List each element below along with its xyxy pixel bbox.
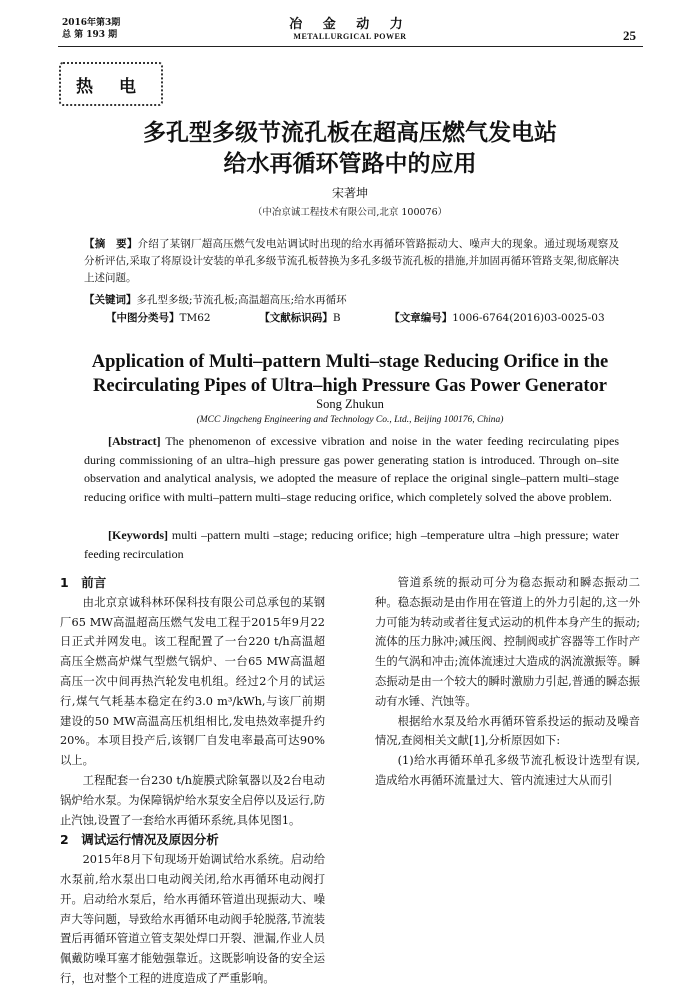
clc-value: TM62 xyxy=(179,312,211,324)
abstract-cn-text: 介绍了某钢厂超高压燃气发电站调试时出现的给水再循环管路振动大、噪声大的现象。通过现场观察及分析评估,采取了将原设计安装的单孔多级节流孔板替换为多孔多级节流孔板的措施,并加固再循环管路支架,彻底解决上述问题。 xyxy=(84,238,620,284)
affiliation-cn: （中冶京诚工程技术有限公司,北京 100076） xyxy=(252,207,448,218)
section-1-heading: 1 前言 xyxy=(60,575,107,590)
section-2-heading: 2 调试运行情况及原因分析 xyxy=(60,832,219,848)
column-badge-label: 热 电 xyxy=(76,76,146,97)
title-en-line-2: Recirculating Pipes of Ultra–high Pressure Gas Power Generator xyxy=(93,376,607,396)
article-number-label: 【文章编号】 xyxy=(389,312,453,324)
title-en-line-1: Application of Multi–pattern Multi–stage Reducing Orifice in the xyxy=(91,352,609,372)
abstract-cn-label: 【摘 要】 xyxy=(84,238,138,250)
keywords-en-text: multi –pattern multi –stage; reducing orifice; high –temperature ultra –high pressure; water feeding recirculation xyxy=(84,528,619,561)
keywords-cn-text: 多孔型多级;节流孔板;高温超高压;给水再循环 xyxy=(136,294,347,306)
author-cn: 宋著坤 xyxy=(331,186,368,200)
page-number: 25 xyxy=(623,28,636,43)
abstract-en-label: [Abstract] xyxy=(108,434,161,448)
journal-name-en: METALLURGICAL POWER xyxy=(293,32,407,41)
section-2-paragraph-3: 根据给水泵及给水再循环管系投运的振动及噪音情况,查阅相关文献[1],分析原因如下: xyxy=(375,714,640,748)
keywords-en xyxy=(84,526,619,563)
abstract-en xyxy=(84,432,619,506)
clc-label: 【中图分类号】 xyxy=(106,312,180,324)
abstract-cn xyxy=(84,236,619,287)
body-column-left xyxy=(60,573,325,989)
header-rule xyxy=(58,46,643,47)
total-issue: 总 第 193 期 xyxy=(62,30,118,40)
author-en: Song Zhukun xyxy=(316,397,384,411)
affiliation-en: (MCC Jingcheng Engineering and Technology Co., Ltd., Beijing 100176, China) xyxy=(196,415,504,425)
classification-row xyxy=(106,310,605,325)
section-2-paragraph-2: 管道系统的振动可分为稳态振动和瞬态振动二种。稳态振动是由作用在管道上的外力引起的,这一外力可能为转动或者往复式运动的机件本身产生的振动;流体的压力脉冲;减压阀、控制阀或扩容器等工作时产生的气涡和冲击;流体流速过大造成的涡流激振等。瞬态振动是由一个较大的瞬时激励力引起,普通的瞬态振动有水锤、汽蚀等。 xyxy=(375,576,640,708)
keywords-cn xyxy=(84,292,619,309)
section-2-paragraph-4: (1)给水再循环单孔多级节流孔板设计选型有误,造成给水再循环流量过大、管内流速过大从而引 xyxy=(375,754,640,787)
section-1-paragraph-1: 由北京京诚科林环保科技有限公司总承包的某钢厂65 MW高温超高压燃气发电工程于2015年9月22日正式并网发电。该工程配置了一台220 t/h高温超高压全燃高炉煤气型燃气锅炉、一台65 MW高温超高压一次中间再热汽轮发电机组。经过2个月的试运行,煤气气耗基本稳定在约3.0 m³/kWh,与该厂前期建设的50 MW高温高压机组相比,发电热效率提升约20%。本项目投产后,该钢厂自发电率最高可达90%以上。 xyxy=(60,595,325,768)
title-cn-line-2: 给水再循环管路中的应用 xyxy=(223,151,477,177)
keywords-en-label: [Keywords] xyxy=(108,528,168,542)
journal-name-cn: 冶 金 动 力 xyxy=(289,17,411,32)
title-cn-line-1: 多孔型多级节流孔板在超高压燃气发电站 xyxy=(143,120,557,146)
issue-number: 2016年第3期 xyxy=(62,18,121,28)
keywords-cn-label: 【关键词】 xyxy=(84,294,137,306)
abstract-en-text: The phenomenon of excessive vibration and noise in the water feeding recirculating pipes during commissioning of an ultra–high pressure gas power generating station is introduced. Through on–site observation and analytical analysis, we adopted the measure of replace the original single–pattern multi–stage reducing orifice with multi–pattern multi–stage reducing orifice, which completely solved the above problem. xyxy=(84,434,619,504)
doc-code-value: B xyxy=(332,312,341,324)
article-number-value: 1006-6764(2016)03-0025-03 xyxy=(452,312,605,324)
body-column-right xyxy=(375,573,640,791)
column-badge xyxy=(59,62,163,106)
journal-header xyxy=(0,13,700,41)
section-2-paragraph-1: 2015年8月下旬现场开始调试给水系统。启动给水泵前,给水泵出口电动阀关闭,给水再循环电动阀打开。启动给水泵后，给水再循环管道出现振动大、噪声大等问题，导致给水再循环电动阀手轮脱落,节流装置后再循环管道立管支架处焊口开裂、泄漏,作业人员佩戴防噪耳塞才能勉强靠近。这既影响设备的安全运行，也对整个工程的进度造成了严重影响。 xyxy=(60,853,325,985)
section-1-paragraph-2: 工程配套一台230 t/h旋膜式除氧器以及2台电动锅炉给水泵。为保障锅炉给水泵安全启停以及运行,防止汽蚀,设置了一套给水再循环系统,具体见图1。 xyxy=(60,773,325,827)
doc-code-label: 【文献标识码】 xyxy=(259,312,333,324)
